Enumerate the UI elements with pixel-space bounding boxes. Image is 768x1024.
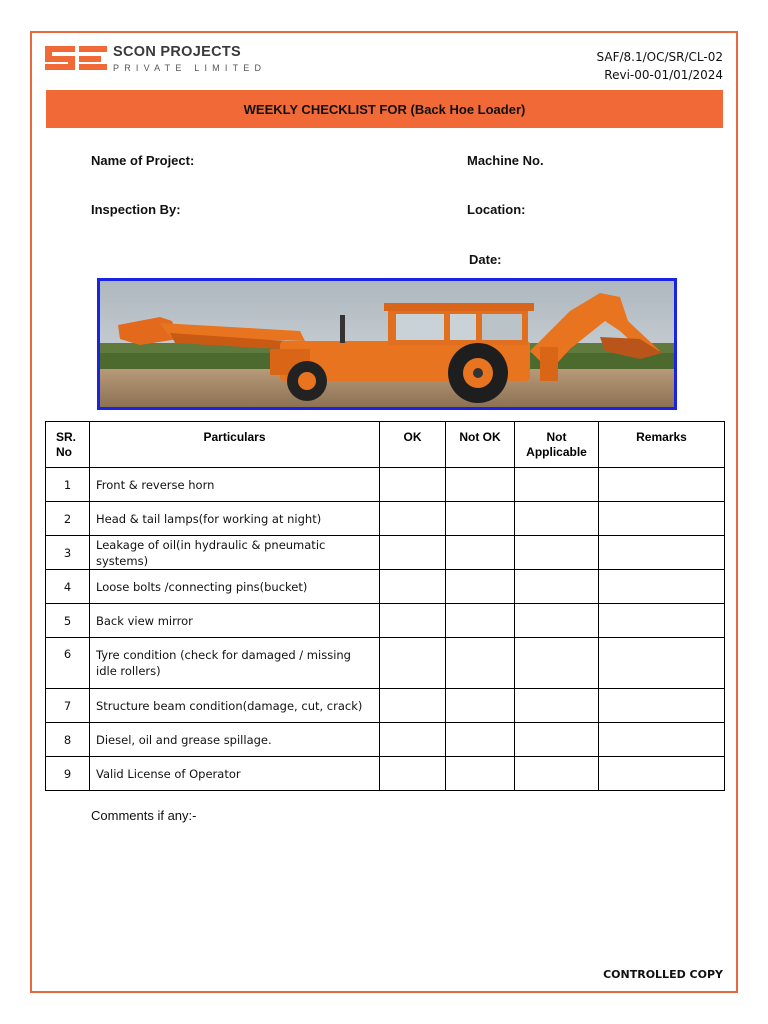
not-applicable-cell[interactable]: [515, 689, 599, 723]
row-particular: Tyre condition (check for damaged / missing idle rollers): [90, 638, 380, 689]
row-number: 9: [46, 757, 90, 791]
row-number: 6: [46, 638, 90, 689]
not-ok-cell[interactable]: [446, 502, 515, 536]
table-row: [46, 604, 725, 638]
remarks-cell[interactable]: [599, 536, 725, 570]
row-number: 8: [46, 723, 90, 757]
not-applicable-cell[interactable]: [515, 468, 599, 502]
row-particular: Front & reverse horn: [90, 468, 380, 502]
table-row: [46, 689, 725, 723]
not-ok-cell[interactable]: [446, 723, 515, 757]
date-label: Date:: [469, 252, 502, 267]
header-not-applicable: Not Applicable: [515, 422, 599, 468]
remarks-cell[interactable]: [599, 604, 725, 638]
header-remarks: Remarks: [599, 422, 725, 468]
row-particular: Diesel, oil and grease spillage.: [90, 723, 380, 757]
row-particular: Loose bolts /connecting pins(bucket): [90, 570, 380, 604]
ok-cell[interactable]: [380, 468, 446, 502]
controlled-copy-label: CONTROLLED COPY: [603, 968, 723, 981]
checklist-title: WEEKLY CHECKLIST FOR (Back Hoe Loader): [46, 90, 723, 128]
table-header-row: [46, 422, 725, 468]
inspection-by-label: Inspection By:: [91, 202, 181, 217]
remarks-cell[interactable]: [599, 689, 725, 723]
location-label: Location:: [467, 202, 526, 217]
table-row: [46, 502, 725, 536]
header-not-ok: Not OK: [446, 422, 515, 468]
table-row: [46, 757, 725, 791]
header-sr-no: SR. No: [46, 422, 90, 468]
not-applicable-cell[interactable]: [515, 757, 599, 791]
table-row: [46, 570, 725, 604]
not-ok-cell[interactable]: [446, 468, 515, 502]
row-number: 4: [46, 570, 90, 604]
remarks-cell[interactable]: [599, 757, 725, 791]
row-number: 7: [46, 689, 90, 723]
ok-cell[interactable]: [380, 689, 446, 723]
header-ok: OK: [380, 422, 446, 468]
table-row: [46, 536, 725, 570]
row-particular: Leakage of oil(in hydraulic & pneumatic systems): [90, 536, 380, 570]
not-applicable-cell[interactable]: [515, 570, 599, 604]
not-ok-cell[interactable]: [446, 604, 515, 638]
remarks-cell[interactable]: [599, 638, 725, 689]
remarks-cell[interactable]: [599, 502, 725, 536]
comments-label: Comments if any:-: [91, 808, 197, 823]
not-applicable-cell[interactable]: [515, 536, 599, 570]
row-particular: Valid License of Operator: [90, 757, 380, 791]
ok-cell[interactable]: [380, 638, 446, 689]
backhoe-loader-photo: [97, 278, 677, 410]
row-particular: Structure beam condition(damage, cut, crack): [90, 689, 380, 723]
ok-cell[interactable]: [380, 757, 446, 791]
remarks-cell[interactable]: [599, 468, 725, 502]
not-applicable-cell[interactable]: [515, 604, 599, 638]
ok-cell[interactable]: [380, 502, 446, 536]
checklist-table: [45, 421, 725, 791]
header-particulars: Particulars: [90, 422, 380, 468]
row-number: 5: [46, 604, 90, 638]
row-particular: Back view mirror: [90, 604, 380, 638]
machine-no-label: Machine No.: [467, 153, 544, 168]
project-name-label: Name of Project:: [91, 153, 195, 168]
row-particular: Head & tail lamps(for working at night): [90, 502, 380, 536]
not-ok-cell[interactable]: [446, 638, 515, 689]
row-number: 3: [46, 536, 90, 570]
remarks-cell[interactable]: [599, 723, 725, 757]
remarks-cell[interactable]: [599, 570, 725, 604]
not-applicable-cell[interactable]: [515, 638, 599, 689]
table-row: [46, 638, 725, 689]
ok-cell[interactable]: [380, 604, 446, 638]
ok-cell[interactable]: [380, 570, 446, 604]
not-applicable-cell[interactable]: [515, 723, 599, 757]
company-name: SCON PROJECTS: [113, 44, 241, 60]
document-code: SAF/8.1/OC/SR/CL-02: [596, 50, 723, 64]
not-ok-cell[interactable]: [446, 757, 515, 791]
revision-label: Revi-00-01/01/2024: [604, 68, 723, 82]
not-applicable-cell[interactable]: [515, 502, 599, 536]
table-row: [46, 723, 725, 757]
ok-cell[interactable]: [380, 536, 446, 570]
document-reference: [597, 48, 723, 84]
ok-cell[interactable]: [380, 723, 446, 757]
not-ok-cell[interactable]: [446, 536, 515, 570]
row-number: 2: [46, 502, 90, 536]
company-subtitle: PRIVATE LIMITED: [113, 63, 267, 73]
logo-mark-icon: [45, 44, 107, 72]
not-ok-cell[interactable]: [446, 689, 515, 723]
not-ok-cell[interactable]: [446, 570, 515, 604]
table-row: [46, 468, 725, 502]
row-number: 1: [46, 468, 90, 502]
company-logo: [45, 44, 285, 74]
